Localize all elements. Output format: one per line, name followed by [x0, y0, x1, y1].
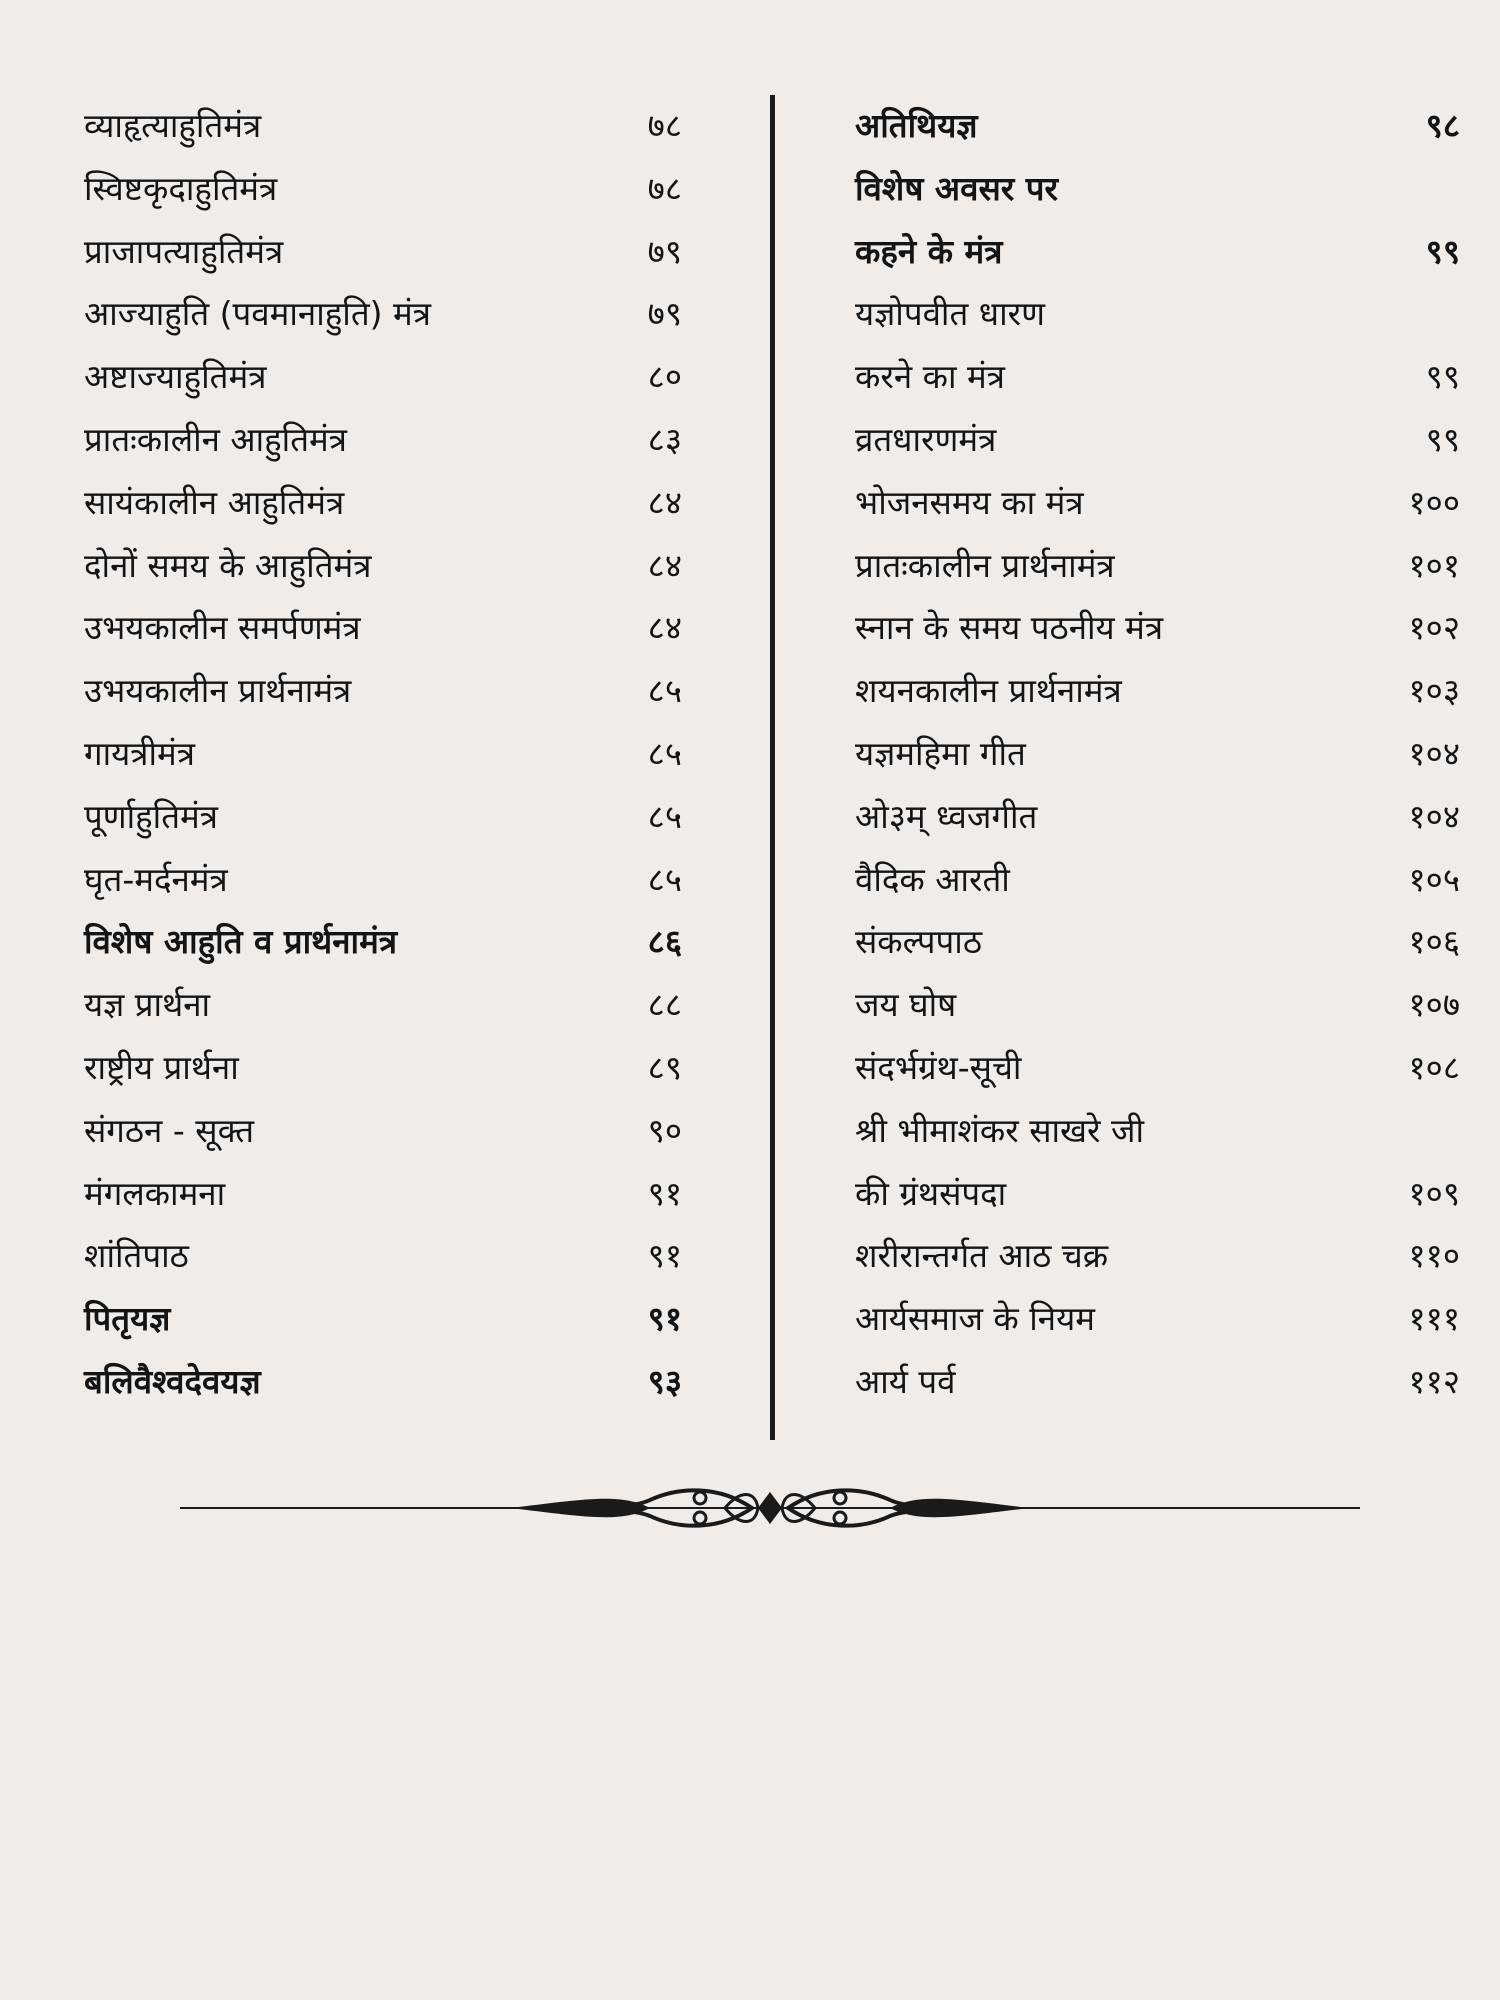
toc-entry-page: ९९: [1425, 419, 1460, 459]
toc-entry-title: वैदिक आरती: [855, 859, 1010, 899]
toc-entry-title: अतिथियज्ञ: [855, 106, 978, 145]
toc-entry: [84, 535, 682, 598]
toc-entry-page: ८०: [647, 357, 682, 397]
toc-entry-page: ८४: [647, 482, 682, 522]
toc-entry-page: १०८: [1408, 1047, 1460, 1087]
toc-entry: [855, 911, 1460, 974]
toc-entry: [84, 158, 682, 221]
toc-entry-page: ९१: [647, 1173, 682, 1213]
toc-entry-page: १०५: [1408, 859, 1460, 899]
toc-entry-page: ८८: [647, 985, 682, 1025]
toc-entry-title: उभयकालीन समर्पणमंत्र: [84, 608, 361, 648]
toc-entry: [84, 723, 682, 786]
toc-entry-title: विशेष अवसर पर: [855, 168, 1058, 208]
toc-entry-title: करने का मंत्र: [855, 357, 1005, 397]
toc-entry-title: आर्यसमाज के नियम: [855, 1299, 1096, 1339]
toc-entry: [84, 409, 682, 472]
toc-entry: [84, 283, 682, 346]
toc-entry: [84, 974, 682, 1037]
toc-entry-title: उभयकालीन प्रार्थनामंत्र: [84, 671, 352, 711]
toc-entry-title: स्विष्टकृदाहुतिमंत्र: [84, 168, 278, 208]
toc-entry: [84, 1037, 682, 1100]
toc-entry-page: ९३: [647, 1361, 682, 1401]
toc-entry: [855, 1100, 1460, 1163]
ornament-divider: [180, 1478, 1360, 1538]
toc-entry-title: प्रातःकालीन प्रार्थनामंत्र: [855, 545, 1115, 585]
toc-entry-title: अष्टाज्याहुतिमंत्र: [84, 357, 267, 397]
toc-entry: [855, 849, 1460, 912]
toc-entry: [84, 849, 682, 912]
toc-entry-page: ११२: [1408, 1361, 1460, 1401]
toc-entry-title: घृत-मर्दनमंत्र: [84, 859, 228, 899]
toc-entry-page: ७९: [647, 294, 682, 334]
toc-entry-page: ७८: [647, 168, 682, 208]
toc-entry-page: १११: [1408, 1299, 1460, 1339]
toc-entry: [855, 535, 1460, 598]
toc-entry-title: बलिवैश्वदेवयज्ञ: [84, 1361, 261, 1401]
toc-entry-page: ९०: [647, 1110, 682, 1150]
toc-entry-page: ८५: [647, 859, 682, 899]
toc-entry-page: ११०: [1408, 1236, 1460, 1276]
toc-entry-title: व्याहृत्याहुतिमंत्र: [84, 106, 262, 145]
toc-entry: [84, 472, 682, 535]
toc-entry-title: भोजनसमय का मंत्र: [855, 482, 1084, 522]
toc-entry: [855, 158, 1460, 221]
toc-entry-page: ७९: [647, 231, 682, 271]
toc-entry-title: यज्ञमहिमा गीत: [855, 733, 1026, 773]
toc-entry-page: ८५: [647, 796, 682, 836]
toc-entry-title: राष्ट्रीय प्रार्थना: [84, 1047, 239, 1087]
toc-entry: [855, 1163, 1460, 1226]
toc-entry: [855, 283, 1460, 346]
toc-entry-page: १०३: [1408, 671, 1460, 711]
toc-entry-page: ९९: [1425, 231, 1460, 271]
toc-entry-title: संकल्पपाठ: [855, 922, 983, 962]
toc-entry: [855, 1225, 1460, 1288]
toc-entry-page: ८६: [647, 922, 682, 962]
toc-entry: [84, 1163, 682, 1226]
toc-entry-page: ७८: [647, 106, 682, 145]
toc-entry-title: मंगलकामना: [84, 1173, 226, 1213]
toc-entry: [855, 786, 1460, 849]
toc-entry-title: की ग्रंथसंपदा: [855, 1173, 1007, 1213]
toc-entry: [84, 95, 682, 158]
toc-entry-title: ओ३म् ध्वजगीत: [855, 796, 1038, 836]
toc-entry-title: शांतिपाठ: [84, 1236, 189, 1276]
toc-entry: [84, 660, 682, 723]
toc-entry-page: ९९: [1425, 357, 1460, 397]
toc-entry-page: १०९: [1408, 1173, 1460, 1213]
toc-entry-title: आज्याहुति (पवमानाहुति) मंत्र: [84, 294, 431, 334]
toc-entry: [84, 597, 682, 660]
toc-entry-title: यज्ञ प्रार्थना: [84, 985, 211, 1025]
toc-entry: [84, 1351, 682, 1414]
toc-entry-page: ९८: [1425, 106, 1460, 145]
toc-entry: [855, 221, 1460, 284]
column-divider: [770, 95, 775, 1440]
toc-entry-title: जय घोष: [855, 985, 957, 1025]
toc-entry-title: पूर्णाहुतिमंत्र: [84, 796, 218, 836]
toc-entry-page: ९१: [647, 1299, 682, 1339]
toc-entry-page: ८५: [647, 671, 682, 711]
toc-entry-page: १०६: [1408, 922, 1460, 962]
toc-entry: [855, 1351, 1460, 1414]
toc-entry-title: शरीरान्तर्गत आठ चक्र: [855, 1236, 1109, 1276]
toc-entry-title: व्रतधारणमंत्र: [855, 419, 997, 459]
toc-entry-page: ८९: [647, 1047, 682, 1087]
toc-entry: [855, 597, 1460, 660]
toc-entry-title: सायंकालीन आहुतिमंत्र: [84, 482, 345, 522]
toc-entry-page: ८४: [647, 608, 682, 648]
right-column: [855, 95, 1460, 1414]
toc-entry: [84, 221, 682, 284]
toc-entry: [855, 409, 1460, 472]
toc-entry: [84, 1225, 682, 1288]
toc-entry-page: १०२: [1408, 608, 1460, 648]
toc-entry-page: १०१: [1408, 545, 1460, 585]
toc-entry: [855, 974, 1460, 1037]
toc-entry-title: शयनकालीन प्रार्थनामंत्र: [855, 671, 1122, 711]
toc-entry: [84, 346, 682, 409]
left-column: [84, 95, 682, 1414]
toc-entry-title: संदर्भग्रंथ-सूची: [855, 1047, 1022, 1087]
toc-entry-title: आर्य पर्व: [855, 1361, 956, 1401]
toc-entry-page: ८५: [647, 733, 682, 773]
toc-entry-page: ९१: [647, 1236, 682, 1276]
toc-entry-title: विशेष आहुति व प्रार्थनामंत्र: [84, 922, 398, 962]
toc-entry: [855, 472, 1460, 535]
toc-entry-title: दोनों समय के आहुतिमंत्र: [84, 545, 372, 585]
toc-entry: [855, 346, 1460, 409]
toc-entry-title: कहने के मंत्र: [855, 231, 1003, 271]
toc-entry: [84, 1100, 682, 1163]
toc-entry-title: स्नान के समय पठनीय मंत्र: [855, 608, 1164, 648]
toc-entry-page: ८३: [647, 419, 682, 459]
toc-entry: [855, 1288, 1460, 1351]
toc-entry-page: १०४: [1408, 796, 1460, 836]
toc-entry: [855, 723, 1460, 786]
toc-entry-title: श्री भीमाशंकर साखरे जी: [855, 1110, 1145, 1150]
toc-entry-title: प्रातःकालीन आहुतिमंत्र: [84, 419, 347, 459]
toc-entry-title: यज्ञोपवीत धारण: [855, 294, 1045, 334]
toc-entry-title: पितृयज्ञ: [84, 1299, 171, 1339]
toc-entry: [855, 95, 1460, 158]
toc-entry-page: १०७: [1408, 985, 1460, 1025]
toc-entry: [84, 911, 682, 974]
toc-entry-page: १०४: [1408, 733, 1460, 773]
toc-entry-page: १००: [1408, 482, 1460, 522]
toc-entry: [84, 786, 682, 849]
toc-entry-title: प्राजापत्याहुतिमंत्र: [84, 231, 284, 271]
toc-entry: [84, 1288, 682, 1351]
toc-entry: [855, 1037, 1460, 1100]
toc-entry-page: ८४: [647, 545, 682, 585]
toc-entry: [855, 660, 1460, 723]
toc-entry-title: गायत्रीमंत्र: [84, 733, 195, 773]
toc-entry-title: संगठन - सूक्त: [84, 1110, 255, 1150]
